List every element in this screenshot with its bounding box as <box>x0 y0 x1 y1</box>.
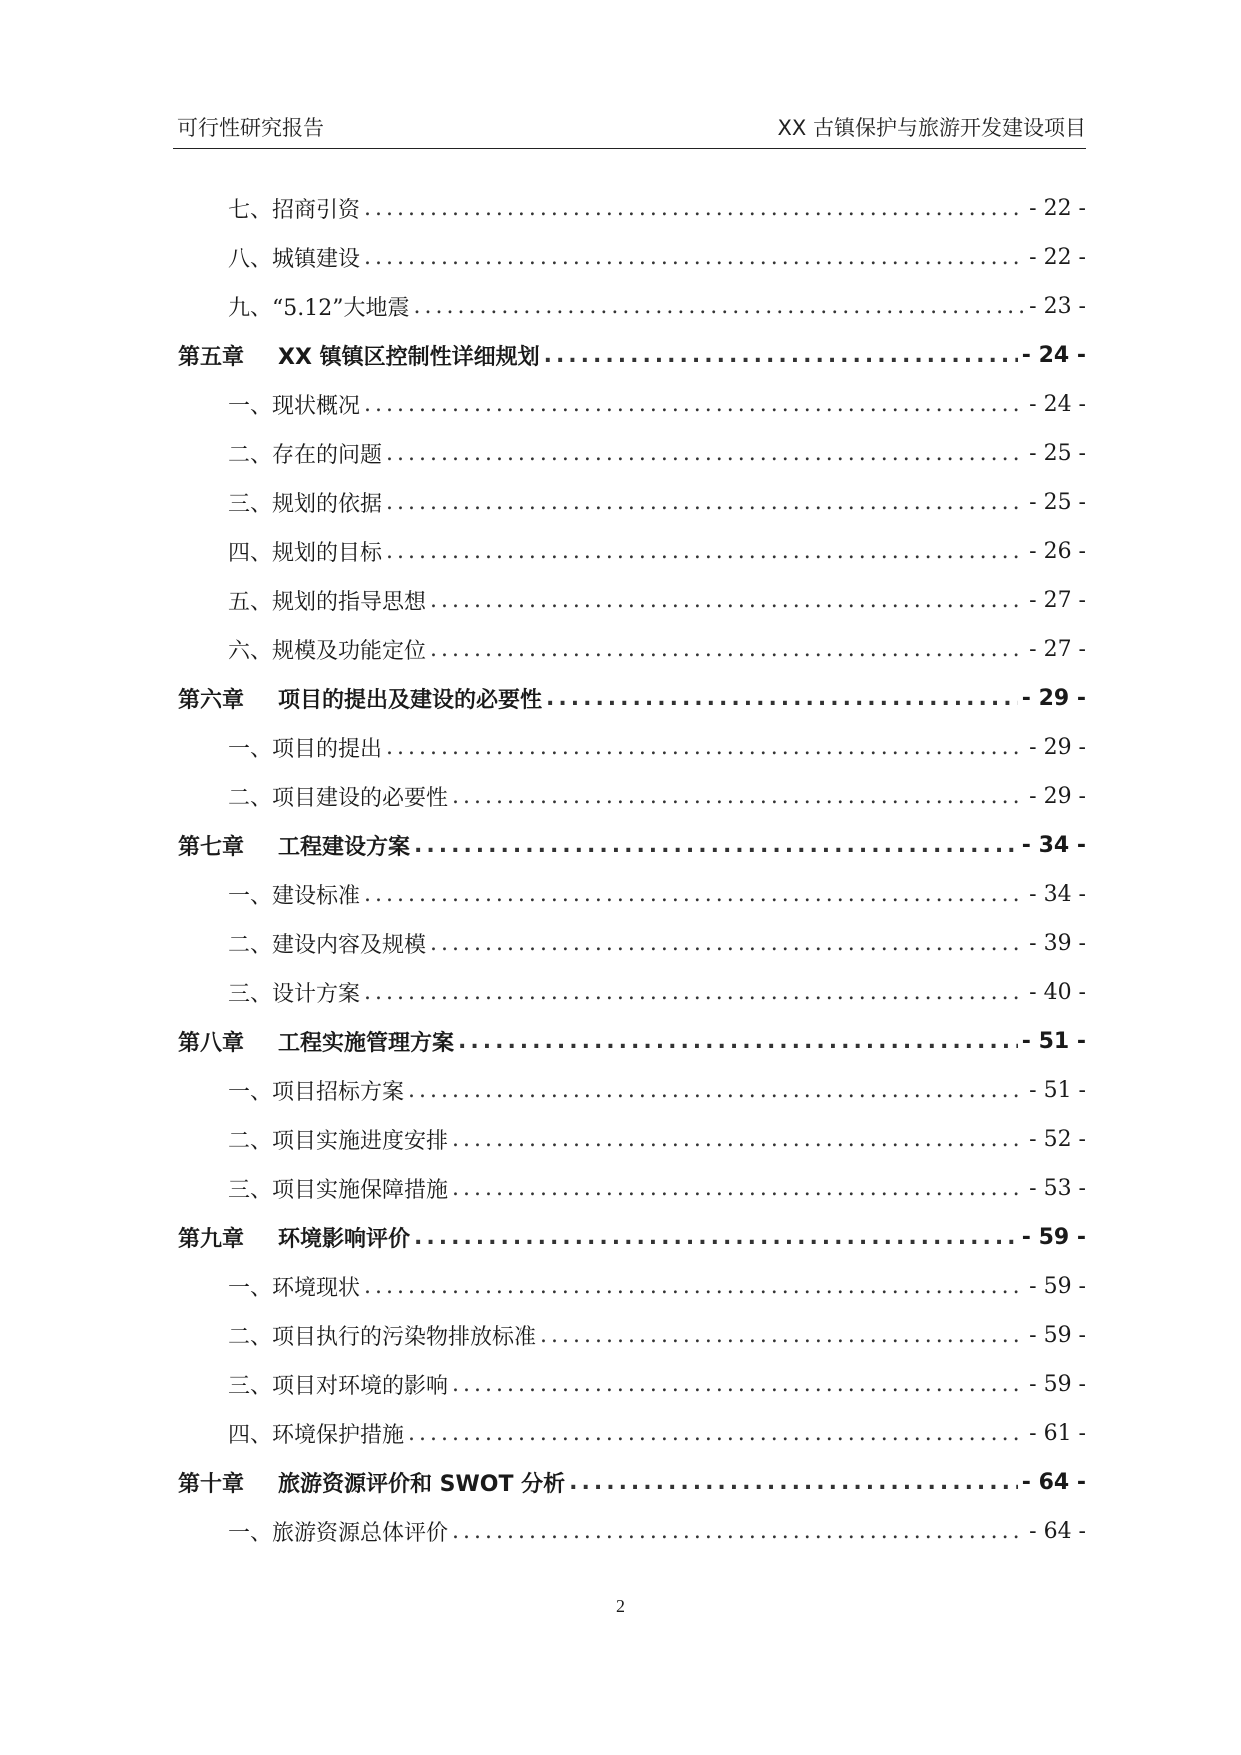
header-document-type: 可行性研究报告 <box>177 116 324 140</box>
toc-section-entry[interactable] <box>178 429 1086 478</box>
toc-chapter-number: 第七章 <box>178 835 245 860</box>
toc-entry-title: 三、项目对环境的影响 <box>228 1374 449 1399</box>
toc-page-number: - 59 - <box>1029 1274 1086 1299</box>
toc-dot-leader <box>413 294 1025 319</box>
toc-entry-title: 二、项目执行的污染物排放标准 <box>228 1325 537 1350</box>
toc-entry-title: 二、存在的问题 <box>228 443 383 468</box>
toc-page-number: - 59 - <box>1029 1372 1086 1397</box>
toc-section-entry[interactable] <box>178 968 1086 1017</box>
toc-dot-leader <box>386 441 1025 466</box>
toc-page-number: - 29 - <box>1029 784 1086 809</box>
toc-dot-leader <box>544 343 1018 368</box>
toc-page-number: - 40 - <box>1029 980 1086 1005</box>
toc-section-entry[interactable] <box>178 870 1086 919</box>
toc-entry-title: 七、招商引资 <box>228 198 361 223</box>
toc-dot-leader <box>364 1274 1025 1299</box>
toc-chapter-title: XX 镇镇区控制性详细规划 <box>278 345 540 370</box>
toc-chapter-title: 工程实施管理方案 <box>278 1031 455 1056</box>
toc-entry-title: 三、规划的依据 <box>228 492 383 517</box>
toc-section-entry[interactable] <box>178 1507 1086 1556</box>
toc-page-number: - 25 - <box>1029 490 1086 515</box>
toc-dot-leader <box>386 539 1025 564</box>
toc-section-entry[interactable] <box>178 282 1086 331</box>
toc-dot-leader <box>364 980 1025 1005</box>
page-number: 2 <box>616 1596 625 1616</box>
toc-page-number: - 22 - <box>1029 196 1086 221</box>
toc-dot-leader <box>386 735 1025 760</box>
toc-chapter-number: 第六章 <box>178 688 245 713</box>
toc-page-number: - 23 - <box>1029 294 1086 319</box>
toc-page-number: - 51 - <box>1021 1029 1086 1054</box>
toc-entry-title: 一、旅游资源总体评价 <box>228 1521 449 1546</box>
toc-chapter-number: 第九章 <box>178 1227 245 1252</box>
toc-entry-title: 六、规模及功能定位 <box>228 639 427 664</box>
toc-dot-leader <box>408 1421 1025 1446</box>
toc-entry-title <box>178 830 410 861</box>
toc-chapter-number: 第十章 <box>178 1472 245 1497</box>
toc-page-number: - 52 - <box>1029 1127 1086 1152</box>
toc-chapter-entry[interactable] <box>178 1458 1086 1507</box>
toc-dot-leader <box>408 1078 1025 1103</box>
toc-page-number: - 26 - <box>1029 539 1086 564</box>
toc-chapter-entry[interactable] <box>178 331 1086 380</box>
toc-entry-title <box>178 1026 454 1057</box>
toc-page-number: - 61 - <box>1029 1421 1086 1446</box>
toc-entry-title: 一、环境现状 <box>228 1276 361 1301</box>
toc-dot-leader <box>364 392 1025 417</box>
toc-dot-leader <box>430 931 1025 956</box>
toc-entry-title: 三、设计方案 <box>228 982 361 1007</box>
toc-entry-title <box>178 1222 410 1253</box>
toc-entry-title: 四、规划的目标 <box>228 541 383 566</box>
table-of-contents <box>178 184 1086 1556</box>
toc-section-entry[interactable] <box>178 576 1086 625</box>
toc-entry-title: 三、项目实施保障措施 <box>228 1178 449 1203</box>
toc-entry-title <box>178 1467 565 1498</box>
toc-section-entry[interactable] <box>178 1262 1086 1311</box>
toc-page-number: - 29 - <box>1029 735 1086 760</box>
toc-entry-title: 八、城镇建设 <box>228 247 361 272</box>
toc-dot-leader <box>414 833 1018 858</box>
toc-section-entry[interactable] <box>178 184 1086 233</box>
toc-entry-title: 二、项目建设的必要性 <box>228 786 449 811</box>
toc-dot-leader <box>364 882 1025 907</box>
toc-page-number: - 39 - <box>1029 931 1086 956</box>
toc-dot-leader <box>540 1323 1025 1348</box>
toc-page-number: - 51 - <box>1029 1078 1086 1103</box>
toc-dot-leader <box>364 196 1025 221</box>
toc-dot-leader <box>452 1372 1025 1397</box>
toc-dot-leader <box>414 1225 1018 1250</box>
toc-chapter-title: 项目的提出及建设的必要性 <box>278 688 543 713</box>
toc-chapter-entry[interactable] <box>178 674 1086 723</box>
toc-page-number: - 34 - <box>1029 882 1086 907</box>
toc-section-entry[interactable] <box>178 723 1086 772</box>
toc-dot-leader <box>452 1519 1025 1544</box>
toc-page-number: - 64 - <box>1029 1519 1086 1544</box>
toc-section-entry[interactable] <box>178 1115 1086 1164</box>
toc-entry-title: 一、建设标准 <box>228 884 361 909</box>
toc-dot-leader <box>458 1029 1018 1054</box>
toc-section-entry[interactable] <box>178 1409 1086 1458</box>
toc-entry-title <box>178 683 542 714</box>
toc-page-number: - 64 - <box>1021 1470 1086 1495</box>
toc-chapter-entry[interactable] <box>178 1213 1086 1262</box>
toc-dot-leader <box>430 637 1025 662</box>
toc-entry-title: 二、建设内容及规模 <box>228 933 427 958</box>
toc-chapter-number: 第五章 <box>178 345 245 370</box>
toc-section-entry[interactable] <box>178 625 1086 674</box>
page-header <box>173 116 1086 149</box>
header-project-title: XX 古镇保护与旅游开发建设项目 <box>777 116 1086 140</box>
toc-section-entry[interactable] <box>178 380 1086 429</box>
toc-dot-leader <box>452 1127 1025 1152</box>
toc-section-entry[interactable] <box>178 1311 1086 1360</box>
toc-page-number: - 29 - <box>1021 686 1086 711</box>
toc-chapter-title: 工程建设方案 <box>278 835 411 860</box>
toc-entry-title: 四、环境保护措施 <box>228 1423 405 1448</box>
toc-dot-leader <box>364 245 1025 270</box>
toc-entry-title: 一、项目招标方案 <box>228 1080 405 1105</box>
toc-page-number: - 59 - <box>1029 1323 1086 1348</box>
toc-dot-leader <box>452 784 1025 809</box>
toc-section-entry[interactable] <box>178 478 1086 527</box>
toc-page-number: - 22 - <box>1029 245 1086 270</box>
toc-entry-title: 二、项目实施进度安排 <box>228 1129 449 1154</box>
toc-chapter-entry[interactable] <box>178 1017 1086 1066</box>
toc-chapter-title: 环境影响评价 <box>278 1227 411 1252</box>
toc-dot-leader <box>386 490 1025 515</box>
toc-dot-leader <box>452 1176 1025 1201</box>
toc-section-entry[interactable] <box>178 1066 1086 1115</box>
toc-chapter-number: 第八章 <box>178 1031 245 1056</box>
toc-section-entry[interactable] <box>178 1164 1086 1213</box>
toc-page-number: - 27 - <box>1029 588 1086 613</box>
toc-section-entry[interactable] <box>178 1360 1086 1409</box>
toc-entry-title: 一、现状概况 <box>228 394 361 419</box>
toc-page-number: - 24 - <box>1029 392 1086 417</box>
toc-entry-title: 一、项目的提出 <box>228 737 383 762</box>
toc-entry-title <box>178 340 540 371</box>
toc-page-number: - 25 - <box>1029 441 1086 466</box>
toc-section-entry[interactable] <box>178 233 1086 282</box>
toc-section-entry[interactable] <box>178 772 1086 821</box>
toc-dot-leader <box>546 686 1018 711</box>
toc-dot-leader <box>569 1470 1018 1495</box>
toc-page-number: - 34 - <box>1021 833 1086 858</box>
toc-chapter-entry[interactable] <box>178 821 1086 870</box>
toc-page-number: - 24 - <box>1021 343 1086 368</box>
toc-entry-title: 五、规划的指导思想 <box>228 590 427 615</box>
toc-page-number: - 53 - <box>1029 1176 1086 1201</box>
toc-page-number: - 59 - <box>1021 1225 1086 1250</box>
toc-page-number: - 27 - <box>1029 637 1086 662</box>
toc-dot-leader <box>430 588 1025 613</box>
toc-section-entry[interactable] <box>178 919 1086 968</box>
toc-section-entry[interactable] <box>178 527 1086 576</box>
toc-entry-title: 九、“5.12”大地震 <box>228 296 410 321</box>
toc-chapter-title: 旅游资源评价和 SWOT 分析 <box>278 1472 566 1497</box>
